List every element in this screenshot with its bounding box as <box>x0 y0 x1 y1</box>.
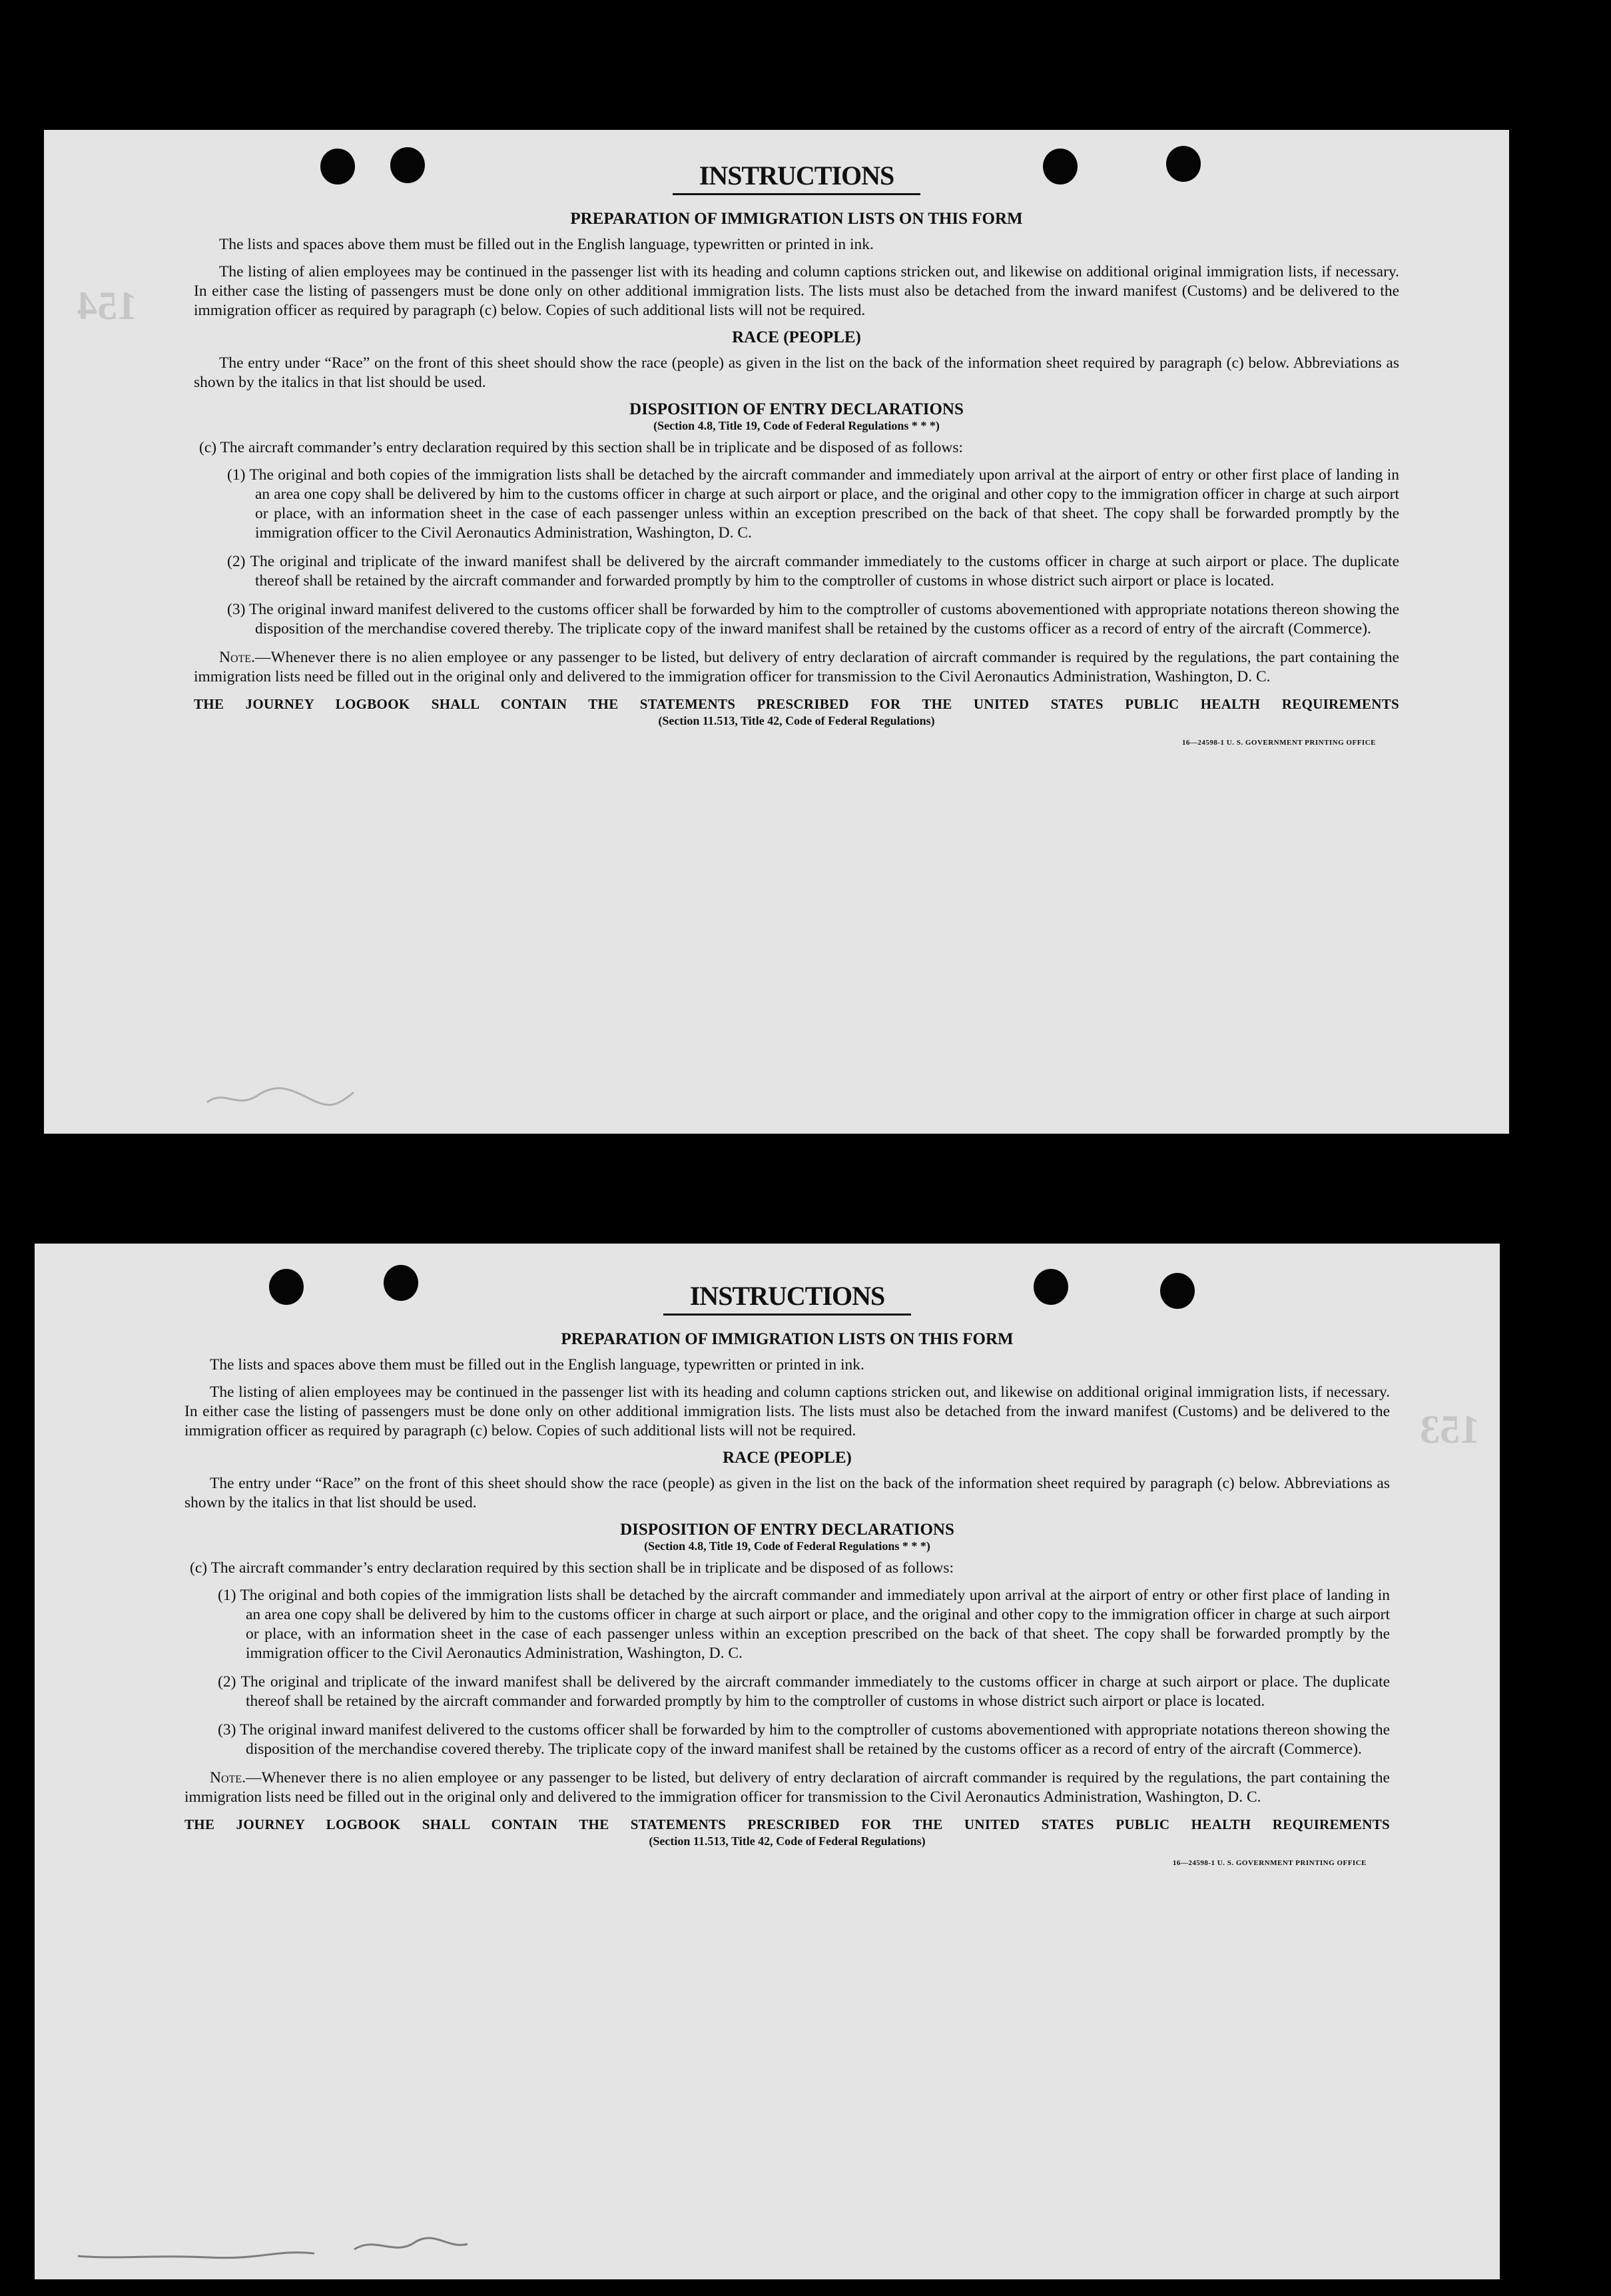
bleed-through-number: 153 <box>1420 1407 1480 1451</box>
handwritten-mark <box>204 1076 357 1116</box>
paragraph-alien-employees: The listing of alien employees may be continued in the passenger list with its heading and column captions stricken out, and likewise on additional original immigration lists, if necessary. In either case the listing of passengers must be done only on other additional immigration lists. The lists must also be detached from the inward manifest (Customs) and be delivered to the immigration officer as required by paragraph (c) below. Copies of such additional lists will not be required. <box>194 263 1399 319</box>
paragraph-english-language: The lists and spaces above them must be filled out in the English language, typewritten or printed in ink. <box>210 1356 864 1373</box>
heading-race: RACE (PEOPLE) <box>732 328 861 346</box>
heading-disposition: DISPOSITION OF ENTRY DECLARATIONS <box>629 400 964 418</box>
paragraph-race: The entry under “Race” on the front of this sheet should show the race (people) as given in the list on the back of the information sheet required by paragraph (c) below. Abbreviations as shown by the italics in that list should be used. <box>194 354 1399 391</box>
instructions-body <box>194 160 1399 747</box>
instructions-title: INSTRUCTIONS <box>194 160 1399 191</box>
note-paragraph <box>184 1768 1390 1807</box>
heading-preparation: PREPARATION OF IMMIGRATION LISTS ON THIS FORM <box>561 1330 1014 1348</box>
journey-citation: (Section 11.513, Title 42, Code of Federal Regulations) <box>658 714 935 727</box>
journey-citation: (Section 11.513, Title 42, Code of Federal Regulations) <box>649 1834 926 1848</box>
list-item-3: (3) The original inward manifest delivered to the customs officer shall be forwarded by him to the comptroller of customs abovementioned with appropriate notations thereon showing the disposition of the merchandise covered thereby. The triplicate copy of the inward manifest shall be retained by the customs officer as a record of entry of the aircraft (Commerce). <box>218 1721 1390 1758</box>
paragraph-alien-employees: The listing of alien employees may be continued in the passenger list with its heading and column captions stricken out, and likewise on additional original immigration lists, if necessary. In either case the listing of passengers must be done only on other additional immigration lists. The lists must also be detached from the inward manifest (Customs) and be delivered to the immigration officer as required by paragraph (c) below. Copies of such additional lists will not be required. <box>184 1383 1390 1439</box>
bleed-through-number: 154 <box>77 284 137 328</box>
list-item-1: (1) The original and both copies of the immigration lists shall be detached by the aircraft commander and immediately upon arrival at the airport of entry or other first place of landing in an area one copy shall be delivered by him to the customs officer in charge at such airport or place, and the original and other copy to the immigration officer in charge at such airport or place, with an information sheet in the case of each passenger unless within an exception prescribed on the back of that sheet. The copy shall be forwarded promptly by the immigration officer to the Civil Aeronautics Administration, Washington, D. C. <box>218 1587 1390 1662</box>
note-label: Note. <box>210 1769 246 1786</box>
list-item-2: (2) The original and triplicate of the inward manifest shall be delivered by the aircraft commander immediately to the customs officer in charge at such airport or place. The duplicate thereof shall be retained by the aircraft commander and forwarded promptly by him to the comptroller of customs in whose district such airport or place is located. <box>227 553 1399 589</box>
instructions-title: INSTRUCTIONS <box>184 1280 1390 1312</box>
form-sheet-1 <box>44 130 1509 1134</box>
paragraph-race: The entry under “Race” on the front of this sheet should show the race (people) as given in the list on the back of the information sheet required by paragraph (c) below. Abbreviations as shown by the italics in that list should be used. <box>184 1475 1390 1511</box>
form-sheet-2 <box>35 1244 1500 2279</box>
printer-imprint: 16—24598-1 U. S. GOVERNMENT PRINTING OFFICE <box>1181 739 1376 747</box>
heading-disposition: DISPOSITION OF ENTRY DECLARATIONS <box>620 1521 954 1539</box>
disposition-citation: (Section 4.8, Title 19, Code of Federal Regulations * * *) <box>653 419 940 432</box>
note-label: Note. <box>219 649 255 666</box>
heading-preparation: PREPARATION OF IMMIGRATION LISTS ON THIS FORM <box>570 210 1023 228</box>
note-text: —Whenever there is no alien employee or any passenger to be listed, but delivery of entry declaration of aircraft commander is required by the regulations, the part containing the immigration lists need be filled out in the original only and delivered to the immigration officer for transmission to the Civil Aeronautics Administration, Washington, D. C. <box>184 1769 1390 1806</box>
list-item-3: (3) The original inward manifest delivered to the customs officer shall be forwarded by him to the comptroller of customs abovementioned with appropriate notations thereon showing the disposition of the merchandise covered thereby. The triplicate copy of the inward manifest shall be retained by the customs officer as a record of entry of the aircraft (Commerce). <box>227 601 1399 637</box>
paragraph-english-language: The lists and spaces above them must be filled out in the English language, typewritten or printed in ink. <box>219 236 874 253</box>
note-paragraph <box>194 648 1399 687</box>
note-text: —Whenever there is no alien employee or any passenger to be listed, but delivery of entry declaration of aircraft commander is required by the regulations, the part containing the immigration lists need be filled out in the original only and delivered to the immigration officer for transmission to the Civil Aeronautics Administration, Washington, D. C. <box>194 649 1399 685</box>
list-item-1: (1) The original and both copies of the immigration lists shall be detached by the aircraft commander and immediately upon arrival at the airport of entry or other first place of landing in an area one copy shall be delivered by him to the customs officer in charge at such airport or place, and the original and other copy to the immigration officer in charge at such airport or place, with an information sheet in the case of each passenger unless within an exception prescribed on the back of that sheet. The copy shall be forwarded promptly by the immigration officer to the Civil Aeronautics Administration, Washington, D. C. <box>227 466 1399 542</box>
instructions-body <box>184 1280 1390 1867</box>
journey-logbook-statement: THE JOURNEY LOGBOOK SHALL CONTAIN THE STATEMENTS PRESCRIBED FOR THE UNITED STATES PUBLIC HEALTH REQUIREMENTS <box>194 696 1399 712</box>
printer-imprint: 16—24598-1 U. S. GOVERNMENT PRINTING OFFICE <box>1172 1859 1367 1867</box>
paragraph-c: (c) The aircraft commander’s entry declaration required by this section shall be in triplicate and be disposed of as follows: <box>199 439 963 456</box>
handwritten-signature <box>75 2229 474 2269</box>
heading-race: RACE (PEOPLE) <box>723 1449 852 1467</box>
disposition-citation: (Section 4.8, Title 19, Code of Federal Regulations * * *) <box>644 1539 930 1553</box>
list-item-2: (2) The original and triplicate of the inward manifest shall be delivered by the aircraft commander immediately to the customs officer in charge at such airport or place. The duplicate thereof shall be retained by the aircraft commander and forwarded promptly by him to the comptroller of customs in whose district such airport or place is located. <box>218 1673 1390 1710</box>
journey-logbook-statement: THE JOURNEY LOGBOOK SHALL CONTAIN THE STATEMENTS PRESCRIBED FOR THE UNITED STATES PUBLIC HEALTH REQUIREMENTS <box>184 1816 1390 1832</box>
paragraph-c: (c) The aircraft commander’s entry declaration required by this section shall be in triplicate and be disposed of as follows: <box>190 1559 954 1577</box>
